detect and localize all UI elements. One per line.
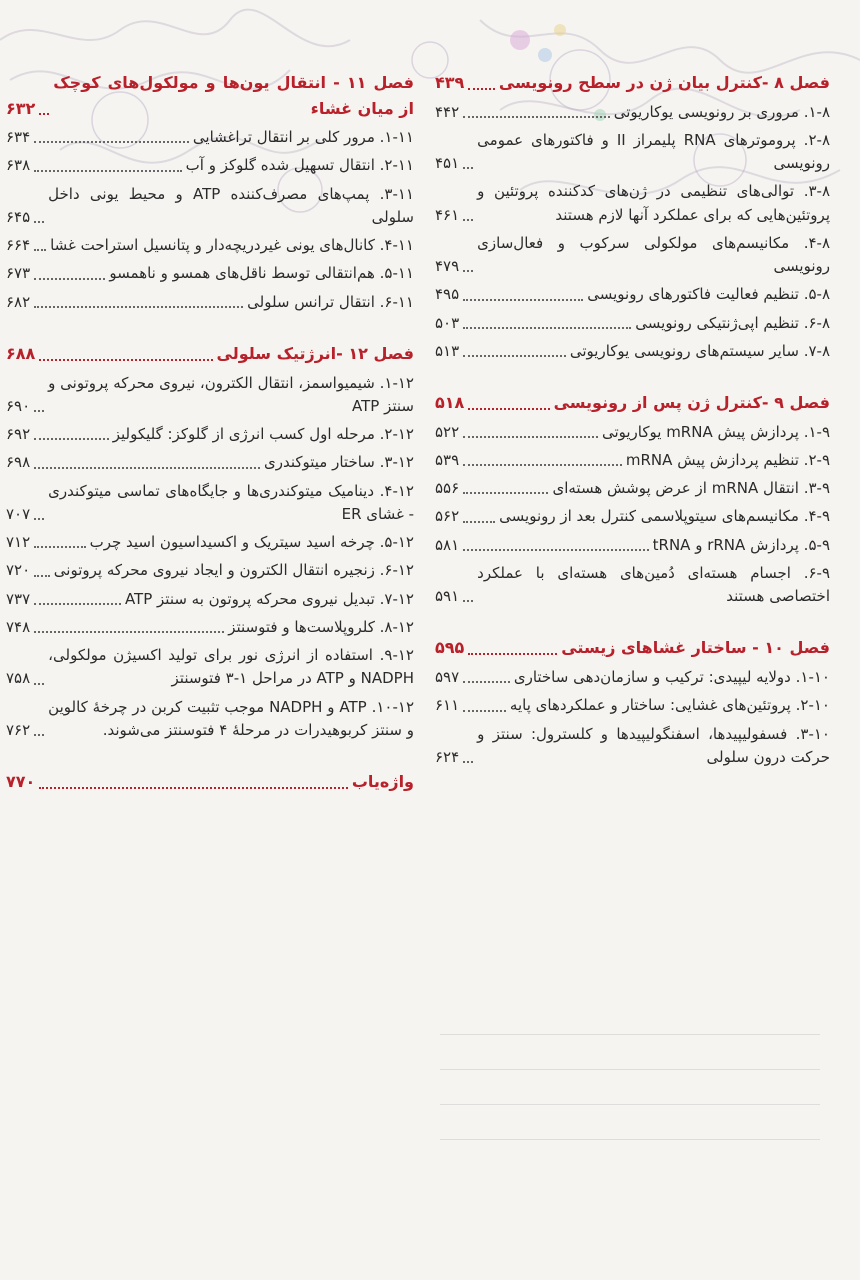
dot-leader <box>468 653 557 655</box>
toc-item: ۲-۱۰. پروتئین‌های غشایی: ساختار و عملکردهای پایه ۶۱۱ <box>435 696 830 715</box>
toc-item: ۲-۱۱. انتقال تسهیل شده گلوکز و آب ۶۳۸ <box>6 156 414 175</box>
chapter-8-items <box>435 101 830 364</box>
toc-item: ۴-۸. مکانیسم‌های مولکولی سرکوب و فعال‌سازی رونویسی ۴۷۹ <box>435 233 830 276</box>
dot-leader <box>468 408 549 410</box>
dot-leader <box>34 306 243 308</box>
toc-item: ۱-۸. مروری بر رونویسی یوکاریوتی ۴۴۲ <box>435 102 830 121</box>
chapter-11-heading: فصل ۱۱ - انتقال یون‌ها و مولکول‌های کوچک از میان غشاء ۶۳۲ <box>6 73 415 118</box>
toc-item: ۸-۱۲. کلروپلاست‌ها و فتوسنتز ۷۴۸ <box>6 617 414 636</box>
chapter-11-items <box>6 126 414 314</box>
toc-item: ۲-۸. پروموترهای RNA پلیمراز II و فاکتورهای عمومی رونویسی ۴۵۱ <box>435 130 830 173</box>
dot-leader <box>463 355 566 357</box>
dot-leader <box>34 141 189 143</box>
toc-item: ۳-۱۱. پمپ‌های مصرف‌کننده ATP و محیط یونی داخل سلولی ۶۴۵ <box>6 184 414 226</box>
dot-leader <box>463 761 473 763</box>
toc-item: ۱-۹. پردازش پیش mRNA یوکاریوتی ۵۲۲ <box>435 422 830 441</box>
toc-item: ۳-۹. انتقال mRNA از عرض پوشش هسته‌ای ۵۵۶ <box>435 479 830 498</box>
dot-leader <box>463 549 648 551</box>
dot-leader <box>39 113 49 115</box>
toc-item: ۱-۱۱. مرور کلی بر انتقال تراغشایی ۶۳۴ <box>6 128 414 147</box>
toc-item: ۳-۱۲. ساختار میتوکندری ۶۹۸ <box>6 453 414 472</box>
toc-item: ۶-۸. تنظیم اپی‌ژنتیکی رونویسی ۵۰۳ <box>435 313 830 332</box>
dot-leader <box>463 464 622 466</box>
index-heading: واژه‌یاب ۷۷۰ <box>6 772 414 792</box>
toc-item: ۱-۱۲. شیمیواسمز، انتقال الکترون، نیروی محرکه پروتونی و سنتز ATP ۶۹۰ <box>6 373 414 415</box>
chapter-12-heading: فصل ۱۲ -انرژتیک سلولی ۶۸۸ <box>6 343 414 363</box>
dot-leader <box>463 270 473 272</box>
dot-leader <box>34 631 224 633</box>
chapter-12-items <box>6 372 414 743</box>
dot-leader <box>34 170 181 172</box>
toc-item: ۴-۱۱. کانال‌های یونی غیردریچه‌دار و پتانسیل استراحت غشا ۶۶۴ <box>6 236 414 255</box>
chapter-8-heading: فصل ۸ -کنترل بیان ژن در سطح رونویسی ۴۳۹ <box>435 73 830 92</box>
dot-leader <box>463 600 473 602</box>
dot-leader <box>463 436 598 438</box>
dot-leader <box>468 88 495 90</box>
dot-leader <box>34 278 105 280</box>
chapter-10-heading: فصل ۱۰ - ساختار غشاهای زیستی ۵۹۵ <box>435 638 830 658</box>
dot-leader <box>463 492 548 494</box>
toc-item: ۱۰-۱۲. ATP و NADPH موجب تثبیت کربن در چرخهٔ کالوین و سنتز کربوهیدرات در مرحلهٔ ۴ فتوسنتز می‌شوند. ۷۶۲ <box>6 697 414 739</box>
dot-leader <box>463 710 506 712</box>
chapter-9-heading: فصل ۹ -کنترل ژن پس از رونویسی ۵۱۸ <box>435 393 830 413</box>
toc-item: ۳-۸. توالی‌های تنظیمی در ژن‌های کدکننده پروتئین و پروتئین‌هایی که برای عملکرد آنها لازم هستند ۴۶۱ <box>435 182 830 224</box>
dot-leader <box>34 683 44 685</box>
dot-leader <box>34 249 46 251</box>
toc-item: ۴-۱۲. دینامیک میتوکندری‌ها و جایگاه‌های تماسی میتوکندری - غشای ER ۷۰۷ <box>6 481 414 523</box>
dot-leader <box>463 327 631 329</box>
dot-leader <box>463 299 583 301</box>
dot-leader <box>39 359 212 361</box>
dot-leader <box>34 221 44 223</box>
dot-leader <box>34 546 85 548</box>
toc-item: ۵-۸. تنظیم فعالیت فاکتورهای رونویسی ۴۹۵ <box>435 285 830 304</box>
dot-leader <box>39 787 348 789</box>
dot-leader <box>463 521 495 523</box>
toc-item: ۶-۱۱. انتقال ترانس سلولی ۶۸۲ <box>6 292 414 311</box>
dot-leader <box>463 681 510 683</box>
dot-leader <box>34 575 50 577</box>
chapter-9-items <box>435 421 830 609</box>
toc-item: ۵-۱۲. چرخه اسید سیتریک و اکسیداسیون اسید چرب ۷۱۲ <box>6 533 414 552</box>
toc-item: ۳-۱۰. فسفولیپیدها، اسفنگولیپیدها و کلسترول: سنتز و حرکت درون سلولی ۶۲۴ <box>435 724 830 766</box>
dot-leader <box>34 410 44 412</box>
toc-item: ۷-۱۲. تبدیل نیروی محرکه پروتون به سنتز ATP ۷۳۷ <box>6 589 414 608</box>
toc-item: ۲-۱۲. مرحله اول کسب انرژی از گلوکز: گلیکولیز ۶۹۲ <box>6 425 414 444</box>
dot-leader <box>463 116 610 118</box>
show-through-text <box>440 1010 820 1210</box>
toc-left-column <box>6 70 414 800</box>
dot-leader <box>34 734 44 736</box>
toc-item: ۱-۱۰. دولایه لیپیدی: ترکیب و سازمان‌دهی ساختاری ۵۹۷ <box>435 668 830 687</box>
dot-leader <box>34 603 121 605</box>
toc-item: ۵-۱۱. هم‌انتقالی توسط ناقل‌های همسو و ناهمسو ۶۷۳ <box>6 264 414 283</box>
dot-leader <box>34 467 260 469</box>
toc-item: ۹-۱۲. استفاده از انرژی نور برای تولید اکسیژن مولکولی، NADPH و ATP در مراحل ۱-۳ فتوسنتز ۷۵۸ <box>6 646 414 688</box>
toc-item: ۷-۸. سایر سیستم‌های رونویسی یوکاریوتی ۵۱۳ <box>435 341 830 360</box>
toc-item: ۵-۹. پردازش rRNA و tRNA ۵۸۱ <box>435 535 830 554</box>
dot-leader <box>34 438 109 440</box>
toc-item: ۶-۹. اجسام هسته‌ای دُمین‌های هسته‌ای با عملکرد اختصاصی هستند ۵۹۱ <box>435 563 830 606</box>
toc-item: ۶-۱۲. زنجیره انتقال الکترون و ایجاد نیروی محرکه پروتونی ۷۲۰ <box>6 561 414 580</box>
dot-leader <box>463 219 473 221</box>
dot-leader <box>34 518 44 520</box>
chapter-10-items <box>435 666 830 769</box>
toc-item: ۲-۹. تنظیم پردازش پیش mRNA ۵۳۹ <box>435 450 830 469</box>
dot-leader <box>463 167 473 169</box>
toc-item: ۴-۹. مکانیسم‌های سیتوپلاسمی کنترل بعد از رونویسی ۵۶۲ <box>435 507 830 526</box>
toc-right-column <box>435 70 830 774</box>
